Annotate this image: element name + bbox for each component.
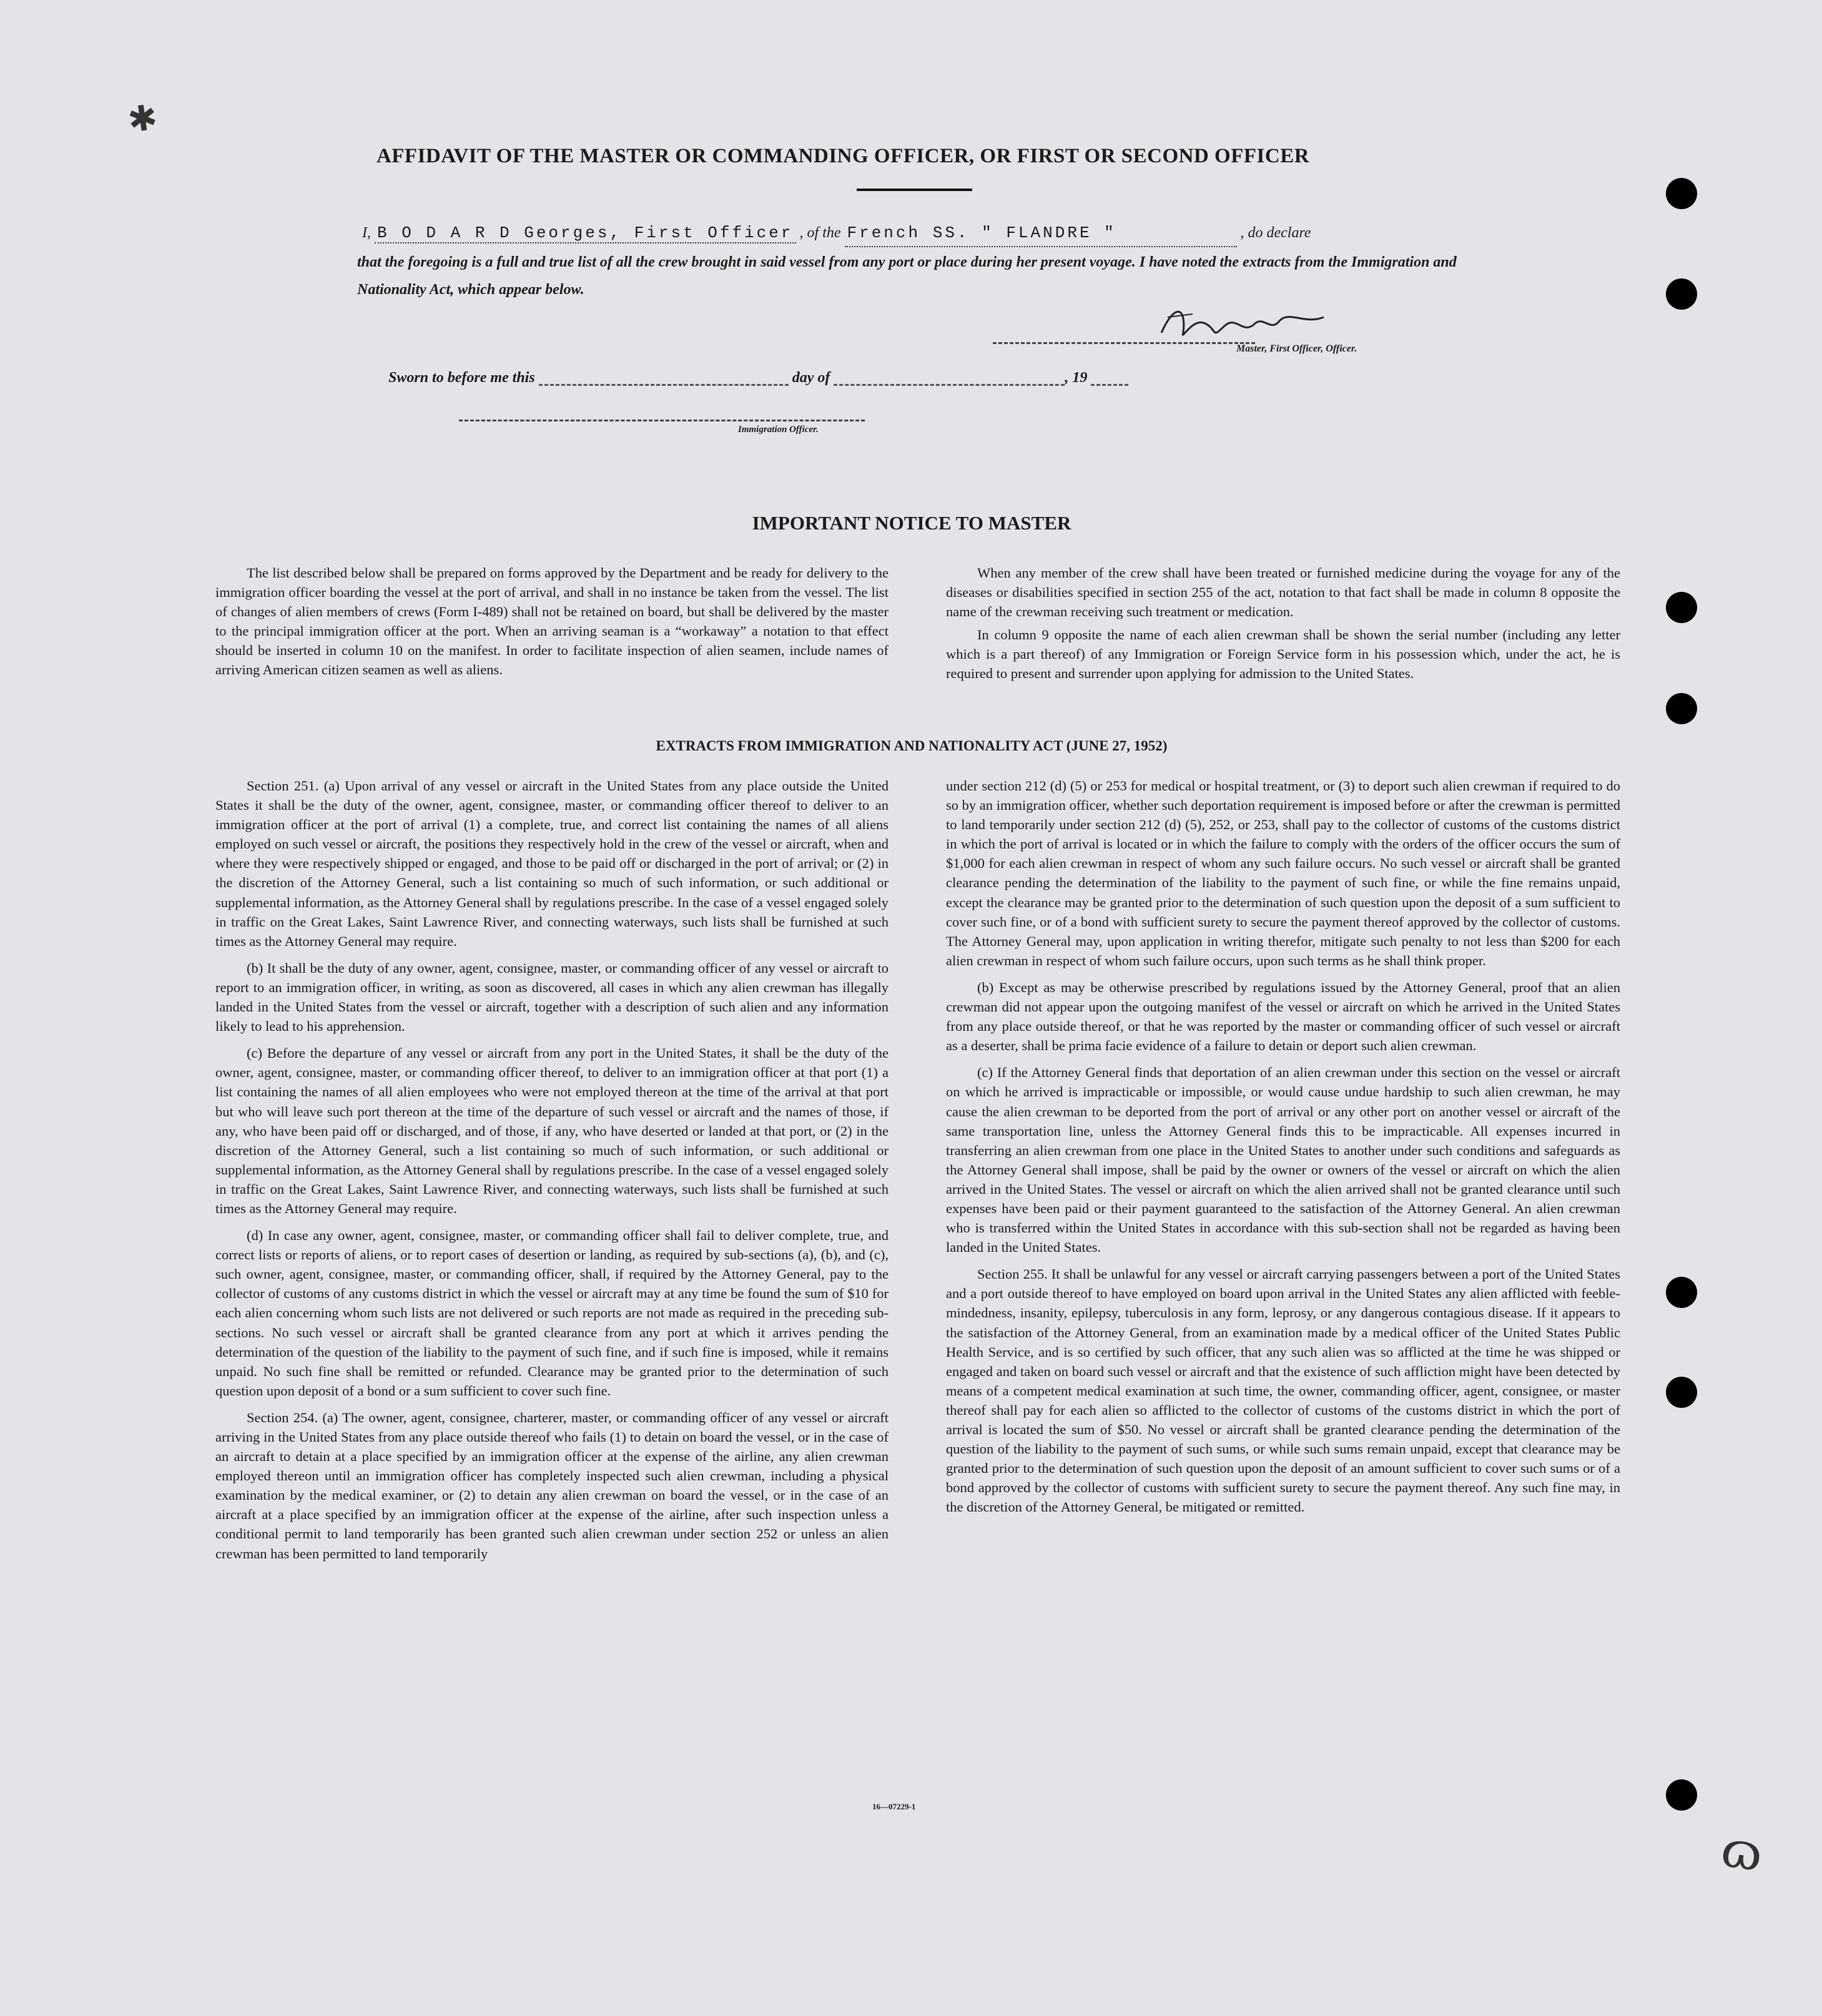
sworn-year-field[interactable] bbox=[1091, 371, 1128, 386]
punch-hole bbox=[1666, 178, 1697, 209]
section-251b: (b) It shall be the duty of any owner, agent, consignee, master, or commanding officer of any vessel or aircraft to report to an immigration officer, in writing, as soon as discovered, all cases in which any alien crewman has illegally landed in the United States from the vessel or aircraft, together with a description of such alien and any information likely to lead to his apprehension. bbox=[215, 960, 889, 1035]
officer-name-field[interactable]: B O D A R D Georges, First Officer bbox=[375, 224, 796, 243]
sworn-month-field[interactable] bbox=[834, 371, 1065, 386]
declaration-text: that the foregoing is a full and true list of all the crew brought in said vessel from any port or place during her present voyage. I have noted the extracts from the Immigration and Nationality Act, which appear below. bbox=[357, 254, 1457, 298]
page-title: AFFIDAVIT OF THE MASTER OR COMMANDING OFFICER, OR FIRST OR SECOND OFFICER bbox=[376, 145, 1310, 167]
title-divider bbox=[857, 189, 972, 191]
handwritten-signature bbox=[1155, 298, 1342, 348]
sworn-year: , 19 bbox=[1065, 370, 1088, 386]
section-254a: Section 254. (a) The owner, agent, consignee, charterer, master, or commanding officer of any vessel or aircraft arriving in the United States from any place outside thereof who fails (1) to detain on board the vessel, or in the case of an aircraft to detain at a place specified by an immigration officer at the expense of the airline, any alien crewman employed thereon until an immigration officer has completely inspected such alien crewman, including a physical examination by the medical examiner, or (2) to detain any alien crewman on board the vessel, or in the case of an aircraft at a place specified by an immigration officer at the expense of the airline, after such inspection unless a conditional permit to land temporarily has been granted such alien crewman under section 252 or unless an alien crewman has been permitted to land temporarily bbox=[215, 1409, 889, 1561]
section-254b: (b) Except as may be otherwise prescribed by regulations issued by the Attorney General, proof that an alien crewman did not appear upon the outgoing manifest of the vessel or aircraft on which he arrived in the United States from any place outside thereof, or that he was reported by the master or commanding officer of such vessel or aircraft as a deserter, shall be prima facie evidence of a failure to detain or deport such alien crewman. bbox=[946, 979, 1620, 1054]
declaration-line bbox=[362, 220, 1480, 247]
signature-label: Master, First Officer, Officer. bbox=[1236, 343, 1357, 354]
immigration-officer-line[interactable] bbox=[459, 420, 865, 421]
section-255: Section 255. It shall be unlawful for any vessel or aircraft carrying passengers between a port of the United States and a port outside thereof to have employed on board upon arrival in the United States any alien afflicted with feeble-mindedness, insanity, epilepsy, tuberculosis in any form, leprosy, or any dangerous contagious disease. If it appears to the satisfaction of the Attorney General, from an examination made by a medical officer of the United States Public Health Service, and is so certified by such officer, that any such alien was so afflicted at the time he was shipped or engaged and taken on board such vessel or aircraft and that the existence of such affliction might have been detected by means of a competent medical examination at such time, the owner, commanding officer, agent, consignee, or master thereof shall pay for each alien so afflicted to the collector of customs of the customs district in which the port of arrival is located the sum of $50. No vessel or aircraft shall be granted clearance pending the determination of the question of the liability to the payment of such sums, or while such sums remain unpaid, except that clearance may be granted prior to the determination of such question upon the deposit of an amount sufficient to cover such sums or of a bond approved by the collector of customs with sufficient surety to secure the payment thereof. Any such fine may, in the discretion of the Attorney General, be mitigated or remitted. bbox=[946, 1266, 1620, 1515]
handwritten-margin-mark: ɷ bbox=[1718, 1819, 1767, 1883]
extracts-right-column bbox=[946, 776, 1620, 1517]
declaration-of-the: , of the bbox=[799, 225, 841, 241]
sworn-day-of: day of bbox=[792, 370, 830, 386]
sworn-date-field[interactable] bbox=[539, 371, 789, 386]
section-251a: Section 251. (a) Upon arrival of any vessel or aircraft in the United States from any place outside the United States it shall be the duty of the owner, agent, consignee, master, or commanding officer thereof to deliver to an immigration officer at the port of arrival (1) a complete, true, and correct list containing the names of all aliens employed on such vessel or aircraft, the positions they respectively hold in the crew of the vessel or aircraft, when and where they were respectively shipped or engaged, and those to be paid off or discharged in the port of arrival; or (2) in the discretion of the Attorney General, such a list containing so much of such information, or such additional or supplemental information, as the Attorney General shall by regulations prescribe. In the case of a vessel engaged solely in traffic on the Great Lakes, Saint Lawrence River, and connecting waterways, such lists shall be furnished at such times as the Attorney General may require. bbox=[215, 778, 889, 949]
section-254a-cont: under section 212 (d) (5) or 253 for medical or hospital treatment, or (3) to deport such alien crewman if required to do so by an immigration officer, whether such deportation requirement is imposed before or after the crewman is permitted to land temporarily under section 212 (d) (5), 252, or 253, shall pay to the collector of customs of the customs district in which the port of arrival is located or in which the failure to comply with the orders of the officer occurs the sum of $1,000 for each alien crewman in respect of whom any such failure occurs. No such vessel or aircraft shall be granted clearance pending the determination of the liability to the payment of such fine, or while the fine remains unpaid, except the clearance may be granted prior to the determination of such question upon the deposit of a sum sufficient to cover such fine, or of a bond with sufficient surety to secure the payment thereof approved by the collector of customs. The Attorney General may, upon application in writing therefor, mitigate such penalty to not less than $200 for each alien crewman in respect of whom such failure occurs, upon such terms as he shall think proper. bbox=[946, 778, 1620, 968]
declaration-do-declare: , do declare bbox=[1240, 225, 1311, 241]
extracts-title: EXTRACTS FROM IMMIGRATION AND NATIONALITY ACT (JUNE 27, 1952) bbox=[656, 738, 1168, 754]
punch-hole bbox=[1666, 693, 1697, 724]
punch-hole bbox=[1666, 1277, 1697, 1308]
vessel-name-field[interactable]: French SS. " FLANDRE " bbox=[845, 220, 1237, 247]
section-254c: (c) If the Attorney General finds that deportation of an alien crewman under this section on the vessel or aircraft on which he arrived is impracticable or impossible, or would cause undue hardship to such alien crewman, he may cause the alien crewman to be deported from the port of arrival or any other port on another vessel or aircraft of the same transportation line, unless the Attorney General finds this to be impracticable. All expenses incurred in transferring an alien crewman from one place in the United States to another under such conditions and safeguards as the Attorney General shall impose, shall be paid by the owner or owners of the vessel or aircraft on which the alien arrived in the United States. The vessel or aircraft on which the alien arrived shall not be granted clearance until such expenses have been paid or their payment guaranteed to the satisfaction of the Attorney General. An alien crewman who is transferred within the United States in accordance with this sub-section shall not be regarded as having been landed in the United States. bbox=[946, 1065, 1620, 1256]
corner-stamp-mark: ✱ bbox=[125, 98, 160, 140]
extracts-left-column bbox=[215, 776, 889, 1563]
sworn-prefix: Sworn to before me this bbox=[388, 370, 535, 386]
sworn-line bbox=[388, 370, 1169, 386]
notice-left-column bbox=[215, 563, 889, 680]
section-251c: (c) Before the departure of any vessel or aircraft from any port in the United States, it shall be the duty of the owner, agent, consignee, master, or commanding officer thereof, to deliver to an immigration officer at that port (1) a list containing the names of all alien employees who were not employed thereon at the time of the arrival at that port but who will leave such port thereon at the time of the departure of such vessel or aircraft and the names of those, if any, who have been paid off or discharged, and of those, if any, who have deserted or landed at that port, or (2) in the discretion of the Attorney General, such a list containing so much of such information, or such additional or supplemental information, as the Attorney General shall by regulations prescribe. In the case of a vessel engaged solely in traffic on the Great Lakes, Saint Lawrence River, and connecting waterways, such lists shall be furnished at such times as the Attorney General may require. bbox=[215, 1045, 889, 1216]
punch-hole bbox=[1666, 1377, 1697, 1408]
notice-title: IMPORTANT NOTICE TO MASTER bbox=[752, 512, 1071, 534]
notice-left-paragraph: The list described below shall be prepared on forms approved by the Department and be ready for delivery to the immigration officer boarding the vessel at the port of arrival, and shall in no instance be taken from the vessel. The list of changes of alien members of crews (Form I-489) shall not be retained on board, but shall be delivered by the master to the principal immigration officer at the port. When an arriving seaman is a “workaway” a notation to that effect should be inserted in column 10 on the manifest. In order to facilitate inspection of alien seamen, include names of arriving American citizen seamen as well as aliens. bbox=[215, 565, 889, 678]
form-code: 16—07229-1 bbox=[872, 1802, 916, 1811]
declaration-prefix: I, bbox=[362, 225, 371, 241]
punch-hole bbox=[1666, 1779, 1697, 1811]
section-251d: (d) In case any owner, agent, consignee, master, or commanding officer shall fail to deliver complete, true, and correct lists or reports of aliens, or to report cases of desertion or landing, as required by sub-sections (a), (b), and (c), such owner, agent, consignee, master, or commanding officer, shall, if required by the Attorney General, pay to the collector of customs of any customs district in which the vessel or aircraft may at any time be found the sum of $10 for each alien concerning whom such lists are not delivered or such reports are not made as required in the preceding sub-sections. No such vessel or aircraft shall be granted clearance from any port at which it arrives pending the determination of the question of the liability to the payment of such fine, and if such fine is imposed, while it remains unpaid. No such fine shall be remitted or refunded. Clearance may be granted prior to the determination of such question upon deposit of a bond or a sum sufficient to cover such fine. bbox=[215, 1227, 889, 1399]
signature-line bbox=[993, 342, 1255, 344]
signature-block bbox=[993, 298, 1442, 361]
immigration-officer-label: Immigration Officer. bbox=[738, 425, 819, 435]
notice-right-paragraph-1: When any member of the crew shall have been treated or furnished medicine during the voyage for any of the diseases or disabilities specified in section 255 of the act, notation to that fact shall be made in column 8 opposite the name of the crewman receiving such treatment or medication. bbox=[946, 565, 1620, 620]
punch-hole bbox=[1666, 592, 1697, 623]
notice-right-paragraph-2: In column 9 opposite the name of each alien crewman shall be shown the serial number (including any letter which is a part thereof) of any Immigration or Foreign Service form in his possession which, under the act, he is required to present and surrender upon applying for admission to the United States. bbox=[946, 627, 1620, 682]
notice-right-column bbox=[946, 563, 1620, 684]
punch-hole bbox=[1666, 278, 1697, 310]
